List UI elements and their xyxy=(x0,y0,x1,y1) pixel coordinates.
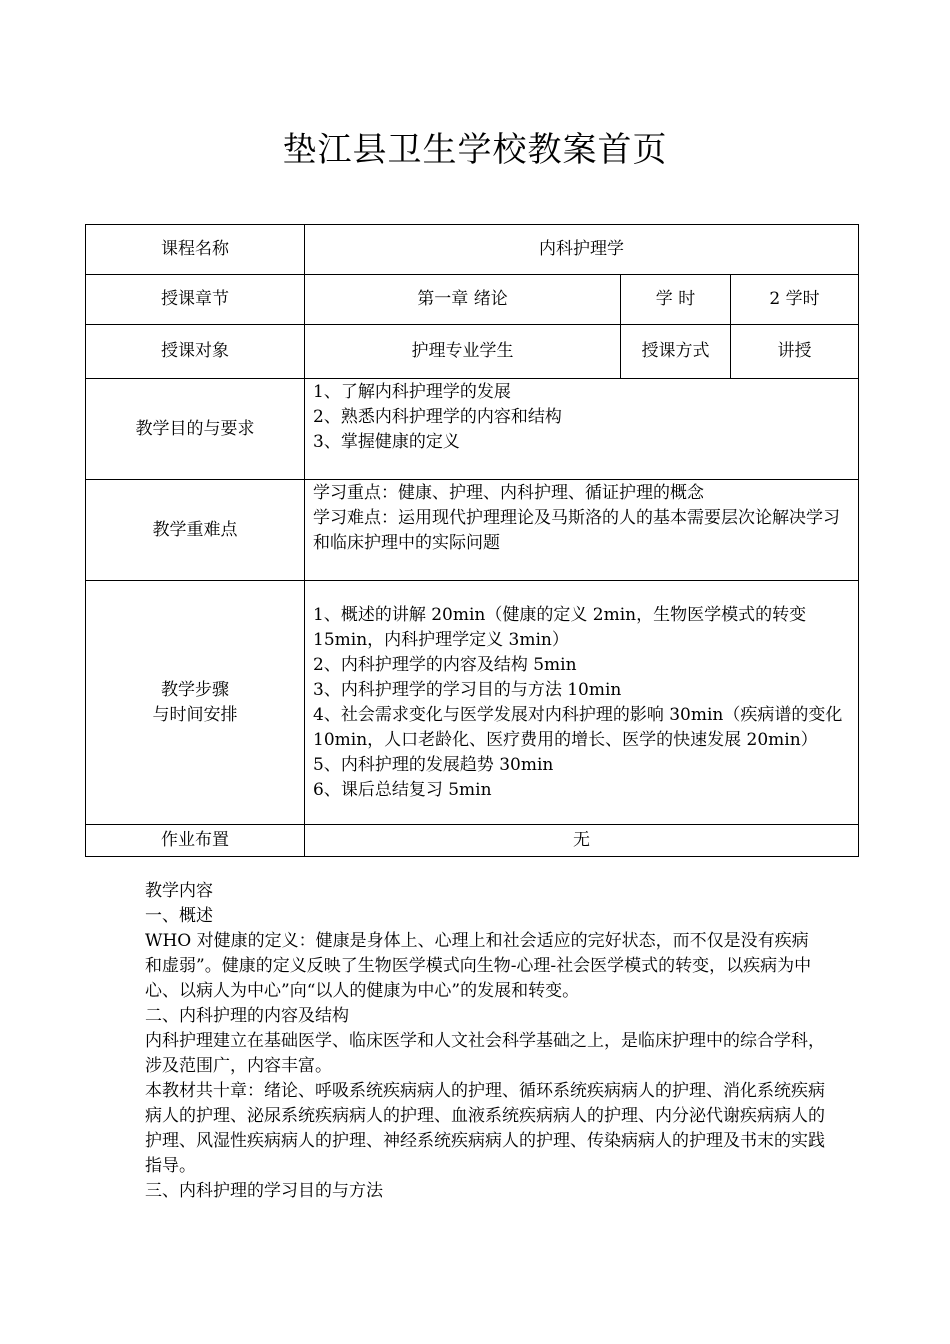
step-item: 2、内科护理学的内容及结构 5min xyxy=(313,654,577,675)
keypoints-label: 教学重难点 xyxy=(86,480,305,581)
keypoints-list xyxy=(305,480,859,581)
step-item: 4、社会需求变化与医学发展对内科护理的影响 30min（疾病谱的变化 10min，人口老龄化、医疗费用的增长、医学的快速发展 20min） xyxy=(313,704,843,750)
steps-label-line: 与时间安排 xyxy=(152,704,238,725)
hours-value: 2 学时 xyxy=(731,275,859,325)
steps-label-line: 教学步骤 xyxy=(161,679,229,700)
row-steps xyxy=(86,581,859,825)
homework-value: 无 xyxy=(305,825,859,857)
section-title: 三、内科护理的学习目的与方法 xyxy=(145,1181,383,1201)
step-item: 6、课后总结复习 5min xyxy=(313,779,492,800)
step-item: 3、内科护理学的学习目的与方法 10min xyxy=(313,679,622,700)
paragraph: WHO 对健康的定义：健康是身体上、心理上和社会适应的完好状态，而不仅是没有疾病和虚弱”。健康的定义反映了生物医学模式向生物-心理-社会医学模式的转变，以疾病为中心、以病人为中心”向“以人的健康为中心”的发展和转变。 xyxy=(145,931,812,1001)
row-chapter xyxy=(86,275,859,325)
audience-label: 授课对象 xyxy=(86,325,305,379)
course-value: 内科护理学 xyxy=(305,225,859,275)
row-homework xyxy=(86,825,859,857)
goals-list xyxy=(305,379,859,480)
goal-item: 2、熟悉内科护理学的内容和结构 xyxy=(313,407,562,427)
goal-item: 1、了解内科护理学的发展 xyxy=(313,382,511,402)
section-title: 二、内科护理的内容及结构 xyxy=(145,1006,349,1026)
page-title: 垫江县卫生学校教案首页 xyxy=(282,130,668,170)
method-label: 授课方式 xyxy=(621,325,731,379)
row-audience xyxy=(86,325,859,379)
goal-item: 3、掌握健康的定义 xyxy=(313,432,460,452)
step-item: 5、内科护理的发展趋势 30min xyxy=(313,754,554,775)
homework-label: 作业布置 xyxy=(86,825,305,857)
step-item: 1、概述的讲解 20min（健康的定义 2min，生物医学模式的转变 15min，内科护理学定义 3min） xyxy=(313,604,807,650)
chapter-value: 第一章 绪论 xyxy=(305,275,621,325)
goals-label: 教学目的与要求 xyxy=(86,379,305,480)
audience-value: 护理专业学生 xyxy=(305,325,621,379)
paragraph: 内科护理建立在基础医学、临床医学和人文社会科学基础之上，是临床护理中的综合学科，涉及范围广，内容丰富。 xyxy=(145,1031,825,1076)
keypoint-item: 学习难点：运用现代护理理论及马斯洛的人的基本需要层次论解决学习和临床护理中的实际问题 xyxy=(313,508,840,553)
steps-label xyxy=(86,581,305,825)
keypoint-item: 学习重点：健康、护理、内科护理、循证护理的概念 xyxy=(313,483,704,503)
lesson-plan-table xyxy=(85,224,859,857)
chapter-label: 授课章节 xyxy=(86,275,305,325)
row-goals xyxy=(86,379,859,480)
row-course xyxy=(86,225,859,275)
row-keypoints xyxy=(86,480,859,581)
teaching-content xyxy=(145,879,825,1204)
steps-list xyxy=(305,581,859,825)
hours-label: 学 时 xyxy=(621,275,731,325)
method-value: 讲授 xyxy=(731,325,859,379)
paragraph: 本教材共十章：绪论、呼吸系统疾病病人的护理、循环系统疾病病人的护理、消化系统疾病病人的护理、泌尿系统疾病病人的护理、血液系统疾病病人的护理、内分泌代谢疾病病人的护理、风湿性疾病病人的护理、神经系统疾病病人的护理、传染病病人的护理及书末的实践指导。 xyxy=(145,1081,825,1176)
content-heading: 教学内容 xyxy=(145,881,213,901)
course-label: 课程名称 xyxy=(86,225,305,275)
section-title: 一、概述 xyxy=(145,906,213,926)
